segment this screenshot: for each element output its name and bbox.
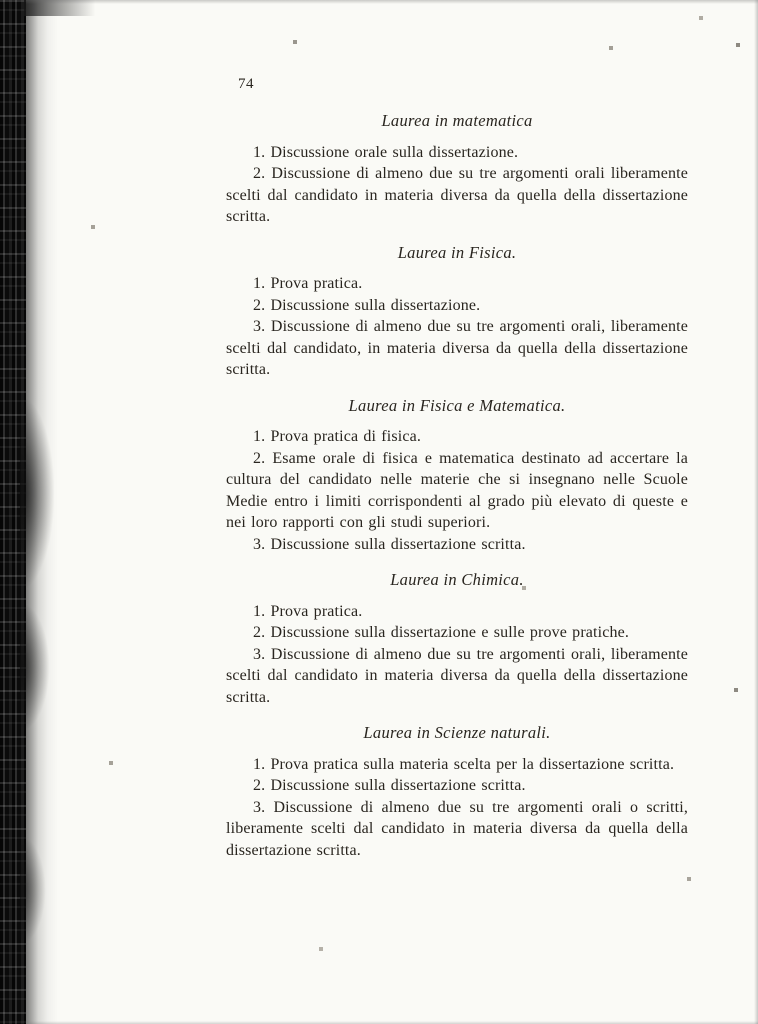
laurea-section (226, 242, 688, 381)
list-item: 1. Prova pratica sulla materia scelta per la dissertazione scritta. (253, 755, 675, 773)
list-item: 3. Discussione di almeno due su tre argomenti orali, liberamente scelti dal candidato in materia diversa da quella della dissertazione scritta. (226, 645, 688, 706)
list-item: 2. Discussione sulla dissertazione e sulle prove pratiche. (253, 624, 630, 641)
page-content (226, 74, 688, 861)
scan-specks (0, 0, 2, 2)
list-item: 2. Discussione sulla dissertazione scritta. (253, 777, 526, 794)
section-heading: Laurea in Fisica. (397, 242, 517, 262)
list-item: 2. Esame orale di fisica e matematica destinato ad accertare la cultura del candidato nelle materie che si insegnano nelle Scuole Medie entro i limiti corrispondenti al grado più elevato di queste e nei loro rapporti con gli studi superiori. (226, 449, 688, 531)
list-item: 2. Discussione sulla dissertazione. (253, 296, 481, 314)
laurea-section (226, 569, 688, 708)
laurea-section (226, 722, 688, 861)
page-right-edge (754, 0, 758, 1024)
page-number: 74 (238, 76, 254, 92)
list-item: 1. Prova pratica. (253, 602, 363, 620)
list-item: 1. Discussione orale sulla dissertazione. (253, 143, 519, 161)
page-top-edge (26, 0, 758, 4)
list-item: 2. Discussione di almeno due su tre argomenti orali liberamente scelti dal candidato in materia diversa da quella della dissertazione scritta. (226, 165, 688, 225)
sections-container (226, 110, 688, 861)
list-item: 3. Discussione di almeno due su tre argomenti orali o scritti, liberamente scelti dal candidato in materia diversa da quella della dissertazione scritta. (226, 798, 688, 859)
laurea-section (226, 110, 688, 228)
section-heading: Laurea in Scienze naturali. (363, 723, 551, 742)
list-item: 1. Prova pratica. (253, 275, 363, 292)
laurea-section (226, 395, 688, 556)
binding-shadow-fade (26, 0, 58, 1024)
section-heading: Laurea in Fisica e Matematica. (348, 395, 566, 415)
section-heading: Laurea in Chimica. (390, 570, 524, 589)
list-item: 3. Discussione di almeno due su tre argomenti orali, liberamente scelti dal candidato, in materia diversa da quella della dissertazione scritta. (226, 318, 688, 378)
binding-shadow (0, 0, 26, 1024)
list-item: 3. Discussione sulla dissertazione scritta. (253, 535, 526, 553)
list-item: 1. Prova pratica di fisica. (253, 428, 421, 445)
section-heading: Laurea in matematica (381, 111, 533, 130)
